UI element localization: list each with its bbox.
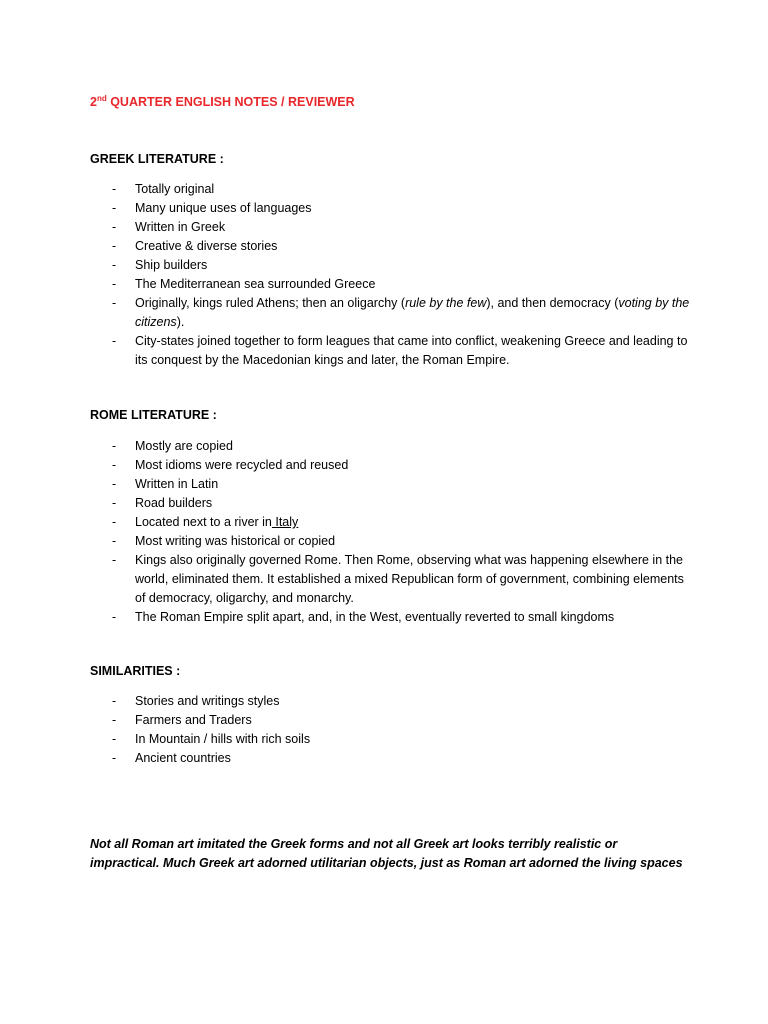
italy-link[interactable]: Italy bbox=[271, 515, 299, 529]
list-item: - Written in Greek bbox=[112, 220, 226, 234]
list-item: - Most idioms were recycled and reused bbox=[112, 458, 349, 472]
list-item: - Farmers and Traders bbox=[112, 713, 252, 727]
list-item: - The Roman Empire split apart, and, in the West, eventually reverted to small kingdoms bbox=[112, 610, 615, 624]
greek-literature-heading: GREEK LITERATURE : bbox=[90, 152, 224, 166]
list-item: - Mostly are copied bbox=[112, 439, 233, 453]
list-item: - In Mountain / hills with rich soils bbox=[112, 732, 311, 746]
closing-paragraph: Not all Roman art imitated the Greek forms and not all Greek art looks terribly realistic or impractical. Much Greek art adorned utilitarian objects, just as Roman art adorned the living spaces bbox=[90, 837, 683, 870]
greek-list bbox=[90, 180, 690, 370]
list-item: - Kings also originally governed Rome. Then Rome, observing what was happening elsewhere in the world, eliminated them. It established a mixed Republican form of government, combining elements of democracy, oligarchy, and monarchy. bbox=[112, 553, 684, 605]
rome-list bbox=[90, 437, 690, 627]
list-item: - Ship builders bbox=[112, 258, 208, 272]
list-item: - City-states joined together to form leagues that came into conflict, weakening Greece and leading to its conquest by the Macedonian kings and later, the Roman Empire. bbox=[112, 334, 688, 367]
list-item: - Stories and writings styles bbox=[112, 694, 280, 708]
page-title: 2nd QUARTER ENGLISH NOTES / REVIEWER bbox=[90, 94, 355, 109]
list-item: - Creative & diverse stories bbox=[112, 239, 278, 253]
similarities-heading: SIMILARITIES : bbox=[90, 664, 181, 678]
list-item: - Ancient countries bbox=[112, 751, 231, 765]
list-item: - Located next to a river in Italy bbox=[112, 515, 299, 529]
list-item: - The Mediterranean sea surrounded Greece bbox=[112, 277, 376, 291]
list-item: - Road builders bbox=[112, 496, 213, 510]
list-item: - Totally original bbox=[112, 182, 215, 196]
list-item: - Originally, kings ruled Athens; then an oligarchy (rule by the few), and then democracy (voting by the citizens). bbox=[112, 296, 690, 329]
rome-literature-heading: ROME LITERATURE : bbox=[90, 408, 217, 422]
similarities-list bbox=[90, 692, 690, 768]
title-superscript: nd bbox=[96, 94, 107, 103]
list-item: - Most writing was historical or copied bbox=[112, 534, 336, 548]
list-item: - Written in Latin bbox=[112, 477, 219, 491]
list-item: - Many unique uses of languages bbox=[112, 201, 312, 215]
